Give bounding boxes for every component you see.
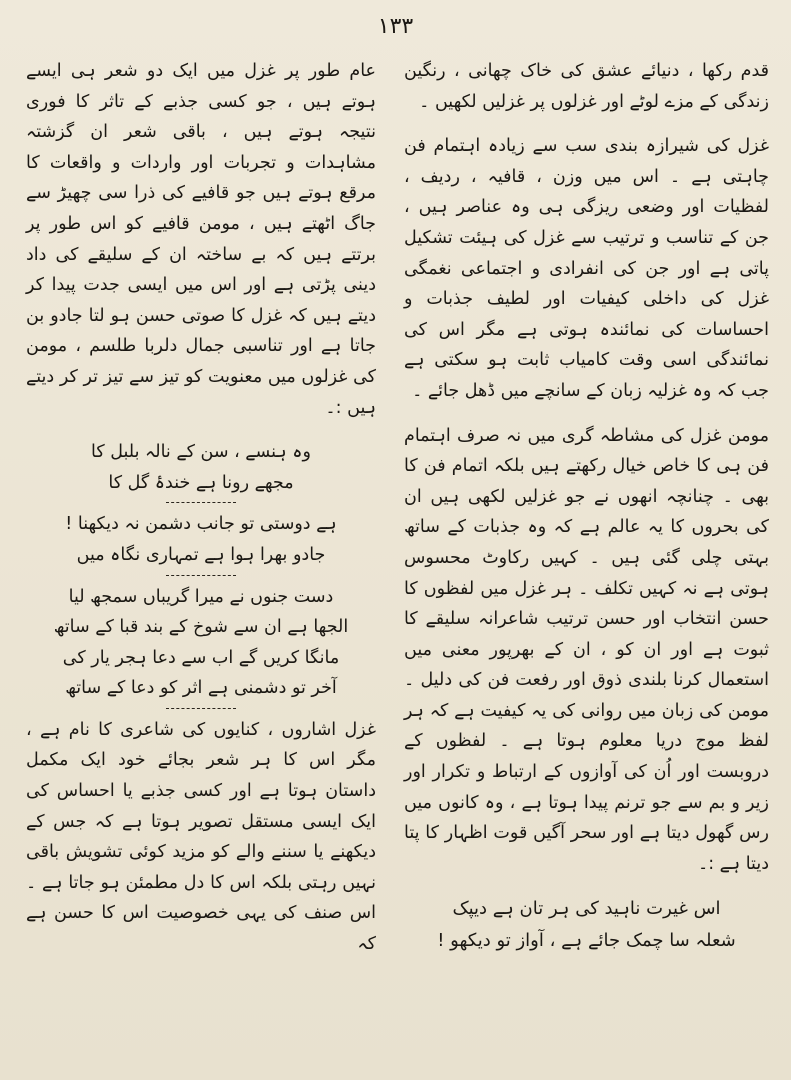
verse-couplet <box>26 437 376 498</box>
section-divider <box>166 502 236 503</box>
paragraph: غزل اشاروں ، کنایوں کی شاعری کا نام ہے ، مگر اس کا ہر شعر بجائے خود ایک مکمل داستان ہوتا ہے اور کسی جذبے یا احساس کی ایک ایسی مستقل تصویر ہوتا ہے کہ جس کے دیکھنے یا سننے والے کو مزید کوئی تشویش باقی نہیں رہتی بلکہ اس کا دل مطمئن ہو جاتا ہے ۔ اس صنف کی یہی خصوصیت اس کا حسن ہے کہ <box>26 719 376 955</box>
closing-verse <box>404 893 769 957</box>
left-column <box>26 56 376 960</box>
paragraph: مومن غزل کی مشاطہ گری میں نہ صرف اہتمام فن ہی کا خاص خیال رکھتے ہیں بلکہ اتمام فن کا بھی ۔ چنانچہ انھوں نے جو غزلیں لکھی ہیں ان کی بحروں کا یہ عالم ہے کہ وہ جذبات کے ساتھ بہتی چلی گئی ہیں ۔ کہیں رکاوٹ محسوس ہوتی ہے نہ کہیں تکلف ۔ ہر غزل میں لفظوں کا حسن انتخاب اور حسن ترتیب شاعرانہ سلیقے کا ثبوت ہے اور ان کو ، ان کے بھرپور معنی میں استعمال کرنا بلندی ذوق اور رفعت فن کی دلیل ۔ مومن کی زبان میں روانی کی یہ کیفیت ہے کہ ہر لفظ موج دریا معلوم ہوتا ہے ۔ لفظوں کے دروبست اور اُن کی آوازوں کے ارتباط و تکرار اور زیر و بم سے جو ترنم پیدا ہوتا ہے ، وہ کانوں میں رس گھول دیتا ہے اور سحر آگیں قوت اظہار کا پتا دیتا ہے :۔ <box>404 425 769 874</box>
paragraph: غزل کی شیرازہ بندی سب سے زیادہ اہتمام فن چاہتی ہے ۔ اس میں وزن ، قافیہ ، ردیف ، لفظیات اور وضعی ریزگی ہی وہ عناصر ہیں ، جن کے تناسب و ترتیب سے غزل کی ہیئت تشکیل پاتی ہے اور جن کی انفرادی و اجتماعی نغمگی غزل کی داخلی کیفیات اور لطیف جذبات و احساسات کی نمائندہ ہوتی ہے مگر اس کی نمائندگی اسی وقت کامیاب ثابت ہو سکتی ہے جب کہ وہ غزلیہ زبان کے سانچے میں ڈھل جائے ۔ <box>404 136 769 401</box>
section-divider <box>166 708 236 709</box>
verse-line: مجھے رونا ہے خندۂ گل کا <box>108 472 294 493</box>
verse-line: دست جنوں نے میرا گریباں سمجھ لیا <box>68 586 334 607</box>
verse-line: آخر تو دشمنی ہے اثر کو دعا کے ساتھ <box>65 678 337 699</box>
section-divider <box>166 575 236 576</box>
paragraph: قدم رکھا ، دنیائے عشق کی خاک چھانی ، رنگین زندگی کے مزے لوٹے اور غزلوں پر غزلیں لکھیں ۔ <box>404 61 769 112</box>
verse-line: وہ ہنسے ، سن کے نالہ بلبل کا <box>91 442 311 463</box>
verse-couplet <box>26 582 376 704</box>
verse-line: مانگا کریں گے اب سے دعا ہجر یار کی <box>62 647 340 668</box>
page-number: ۱۳۳ <box>377 14 414 39</box>
verse-line: الجھا ہے ان سے شوخ کے بند قبا کے ساتھ <box>53 617 349 638</box>
verse-line: ہے دوستی تو جانب دشمن نہ دیکھنا ! <box>65 514 337 535</box>
right-column <box>404 56 769 957</box>
verse-line: شعلہ سا چمک جائے ہے ، آواز تو دیکھو ! <box>437 930 736 952</box>
verse-line: جادو بھرا ہوا ہے تمہاری نگاہ میں <box>76 544 326 565</box>
paragraph: عام طور پر غزل میں ایک دو شعر ہی ایسے ہوتے ہیں ، جو کسی جذبے کے تاثر کا فوری نتیجہ ہوتے ہیں ، باقی شعر ان گزشتہ مشاہدات و تجربات اور واردات و واقعات کا مرقع ہوتے ہیں جو قافیے کی ذرا سی چھیڑ سے جاگ اٹھتے ہیں ، مومن قافیے کو اس طور پر برتتے ہیں کہ بے ساختہ ان کے سلیقے کی داد دینی پڑتی ہے اور اس میں ایسی جدت پیدا کر دیتے ہیں کہ غزل کا صوتی حسن ہو لتا جادو بن جاتا ہے اور تناسبی جمال دلربا طلسم ، مومن کی غزلوں میں معنویت کو تیز سے تیز تر کر دیتے ہیں :۔ <box>26 61 376 418</box>
verse-couplet <box>26 509 376 570</box>
verse-line: اس غیرت ناہید کی ہر تان ہے دیپک <box>452 898 721 920</box>
